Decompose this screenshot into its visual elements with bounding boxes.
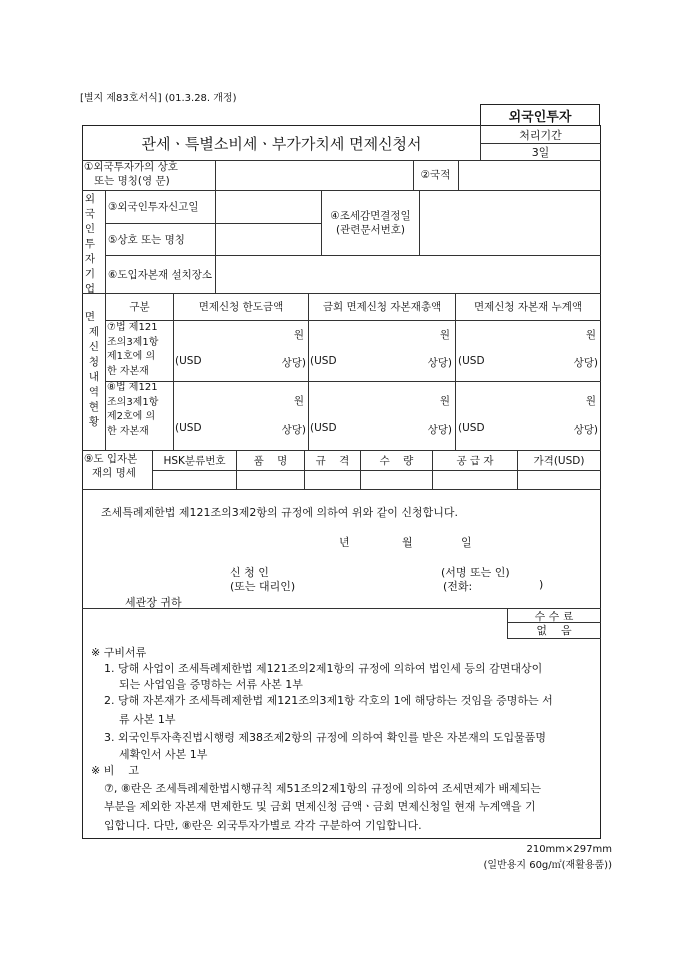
col-header-category: 구분 bbox=[129, 300, 150, 313]
usd-close: 상당) bbox=[427, 424, 452, 436]
agent-label: (또는 대리인) bbox=[230, 580, 296, 593]
won-unit: 원 bbox=[293, 395, 304, 407]
usd-close: 상당) bbox=[573, 357, 598, 369]
installation-location-label: ⑥도입자본재 설치장소 bbox=[108, 268, 213, 281]
tax-reduction-decision-date-label: ④조세감면결정일 (관련문서번호) bbox=[330, 209, 411, 236]
investor-name-input[interactable] bbox=[216, 161, 413, 189]
won-unit: 원 bbox=[293, 329, 304, 341]
row-label-item7: ⑦법 제121 조의3제1항 제1호에 의 한 자본재 bbox=[107, 322, 159, 377]
required-doc-3-cont: 세확인서 사본 1부 bbox=[119, 748, 208, 761]
won-unit: 원 bbox=[439, 395, 450, 407]
price-input[interactable] bbox=[518, 471, 600, 488]
remarks-line-1: ⑦, ⑧란은 조세특례제한법시행규칙 제51조의2제1항의 규정에 의하여 조세면제가 배제되는 bbox=[104, 782, 541, 795]
fee-value: 없 음 bbox=[536, 624, 572, 637]
form-reference: [별지 제83호서식] (01.3.28. 개정) bbox=[80, 93, 237, 104]
usd-open: (USD bbox=[310, 355, 337, 367]
col-header-current-total: 금회 면제신청 자본재총액 bbox=[322, 300, 442, 313]
required-doc-2-cont: 류 사본 1부 bbox=[119, 713, 176, 726]
paper-type: (일반용지 60g/㎡(재활용품)) bbox=[483, 860, 612, 871]
paper-size: 210mm×297mm bbox=[526, 844, 612, 855]
won-unit: 원 bbox=[585, 395, 596, 407]
usd-close: 상당) bbox=[281, 357, 306, 369]
investment-report-date-label: ③외국인투자신고일 bbox=[108, 201, 199, 213]
remarks-line-3: 입합니다. 다만, ⑧란은 외국투자가별로 각각 구분하여 기입합니다. bbox=[104, 819, 422, 832]
usd-close: 상당) bbox=[573, 424, 598, 436]
processing-period-value: 3일 bbox=[531, 146, 550, 159]
tax-reduction-decision-date-input[interactable] bbox=[420, 191, 600, 254]
usd-close: 상당) bbox=[281, 424, 306, 436]
item-name-input[interactable] bbox=[237, 471, 304, 488]
col-quantity: 수 량 bbox=[379, 454, 414, 467]
usd-open: (USD bbox=[458, 422, 485, 434]
date-day-label: 일 bbox=[461, 536, 472, 549]
capital-goods-label: ⑨도 입자본 재의 명세 bbox=[84, 453, 138, 479]
company-name-input[interactable] bbox=[216, 224, 320, 254]
exemption-status-label: 면 제 신 청 내 역 현 황 bbox=[84, 311, 100, 428]
date-year-label: 년 bbox=[339, 536, 350, 549]
investor-name-label: ①외국투자가의 상호 또는 명칭(영 문) bbox=[84, 161, 178, 187]
addressee: 세관장 귀하 bbox=[125, 596, 182, 609]
phone-label: (전화: bbox=[443, 580, 473, 593]
usd-open: (USD bbox=[310, 422, 337, 434]
installation-location-input[interactable] bbox=[216, 256, 600, 292]
supplier-input[interactable] bbox=[433, 471, 517, 488]
category-label: 외국인투자 bbox=[480, 104, 600, 126]
nationality-input[interactable] bbox=[459, 161, 600, 189]
col-specification: 규 격 bbox=[315, 454, 350, 467]
col-header-limit-amount: 면제신청 한도금액 bbox=[198, 300, 284, 313]
won-unit: 원 bbox=[439, 329, 450, 341]
remarks-title: ※ 비 고 bbox=[91, 764, 139, 777]
foreign-investment-company-label: 외 국 인 투 자 기 업 bbox=[84, 193, 96, 295]
required-doc-3: 3. 외국인투자촉진법시행령 제38조제2항의 규정에 의하여 확인를 받은 자본재의 도입물품명 bbox=[104, 731, 546, 744]
usd-close: 상당) bbox=[427, 357, 452, 369]
company-name-label: ⑤상호 또는 명칭 bbox=[108, 233, 185, 246]
declaration-statement: 조세특례제한법 제121조의3제2항의 규정에 의하여 위와 같이 신청합니다. bbox=[101, 506, 458, 519]
form-title: 관세ㆍ특별소비세ㆍ부가가치세 면제신청서 bbox=[141, 134, 422, 153]
signature-label: (서명 또는 인) bbox=[441, 566, 510, 579]
col-supplier: 공 급 자 bbox=[456, 454, 494, 467]
remarks-line-2: 부분을 제외한 자본재 면제한도 및 금회 면제신청 금액ㆍ금회 면제신청일 현재 누계액을 기 bbox=[104, 800, 536, 813]
usd-open: (USD bbox=[175, 355, 202, 367]
specification-input[interactable] bbox=[305, 471, 360, 488]
usd-open: (USD bbox=[175, 422, 202, 434]
phone-close: ) bbox=[539, 578, 544, 591]
date-month-label: 월 bbox=[402, 536, 413, 549]
nationality-label: ②국적 bbox=[420, 169, 451, 181]
fee-label: 수 수 료 bbox=[534, 609, 574, 623]
required-doc-2: 2. 당해 자본재가 조세특례제한법 제121조의3제1항 각호의 1에 해당하는 것임을 증명하는 서 bbox=[104, 694, 553, 707]
required-docs-title: ※ 구비서류 bbox=[91, 646, 147, 659]
quantity-input[interactable] bbox=[361, 471, 432, 488]
processing-period-label: 처리기간 bbox=[519, 128, 562, 142]
hsk-code-input[interactable] bbox=[153, 471, 236, 488]
col-header-cumulative: 면제신청 자본재 누계액 bbox=[473, 300, 583, 313]
col-hsk-code: HSK분류번호 bbox=[163, 454, 226, 467]
won-unit: 원 bbox=[585, 329, 596, 341]
row-label-item8: ⑧법 제121 조의3제1항 제2호에 의 한 자본재 bbox=[107, 382, 159, 437]
required-doc-1-cont: 되는 사업임을 증명하는 서류 사본 1부 bbox=[119, 678, 303, 691]
col-item-name: 품 명 bbox=[253, 454, 288, 467]
required-doc-1: 1. 당해 사업이 조세특례제한법 제121조의2제1항의 규정에 의하여 법인세 등의 감면대상이 bbox=[104, 662, 543, 675]
col-price-usd: 가격(USD) bbox=[533, 454, 585, 467]
applicant-label: 신 청 인 bbox=[230, 566, 269, 579]
investment-report-date-input[interactable] bbox=[216, 191, 320, 222]
usd-open: (USD bbox=[458, 355, 485, 367]
